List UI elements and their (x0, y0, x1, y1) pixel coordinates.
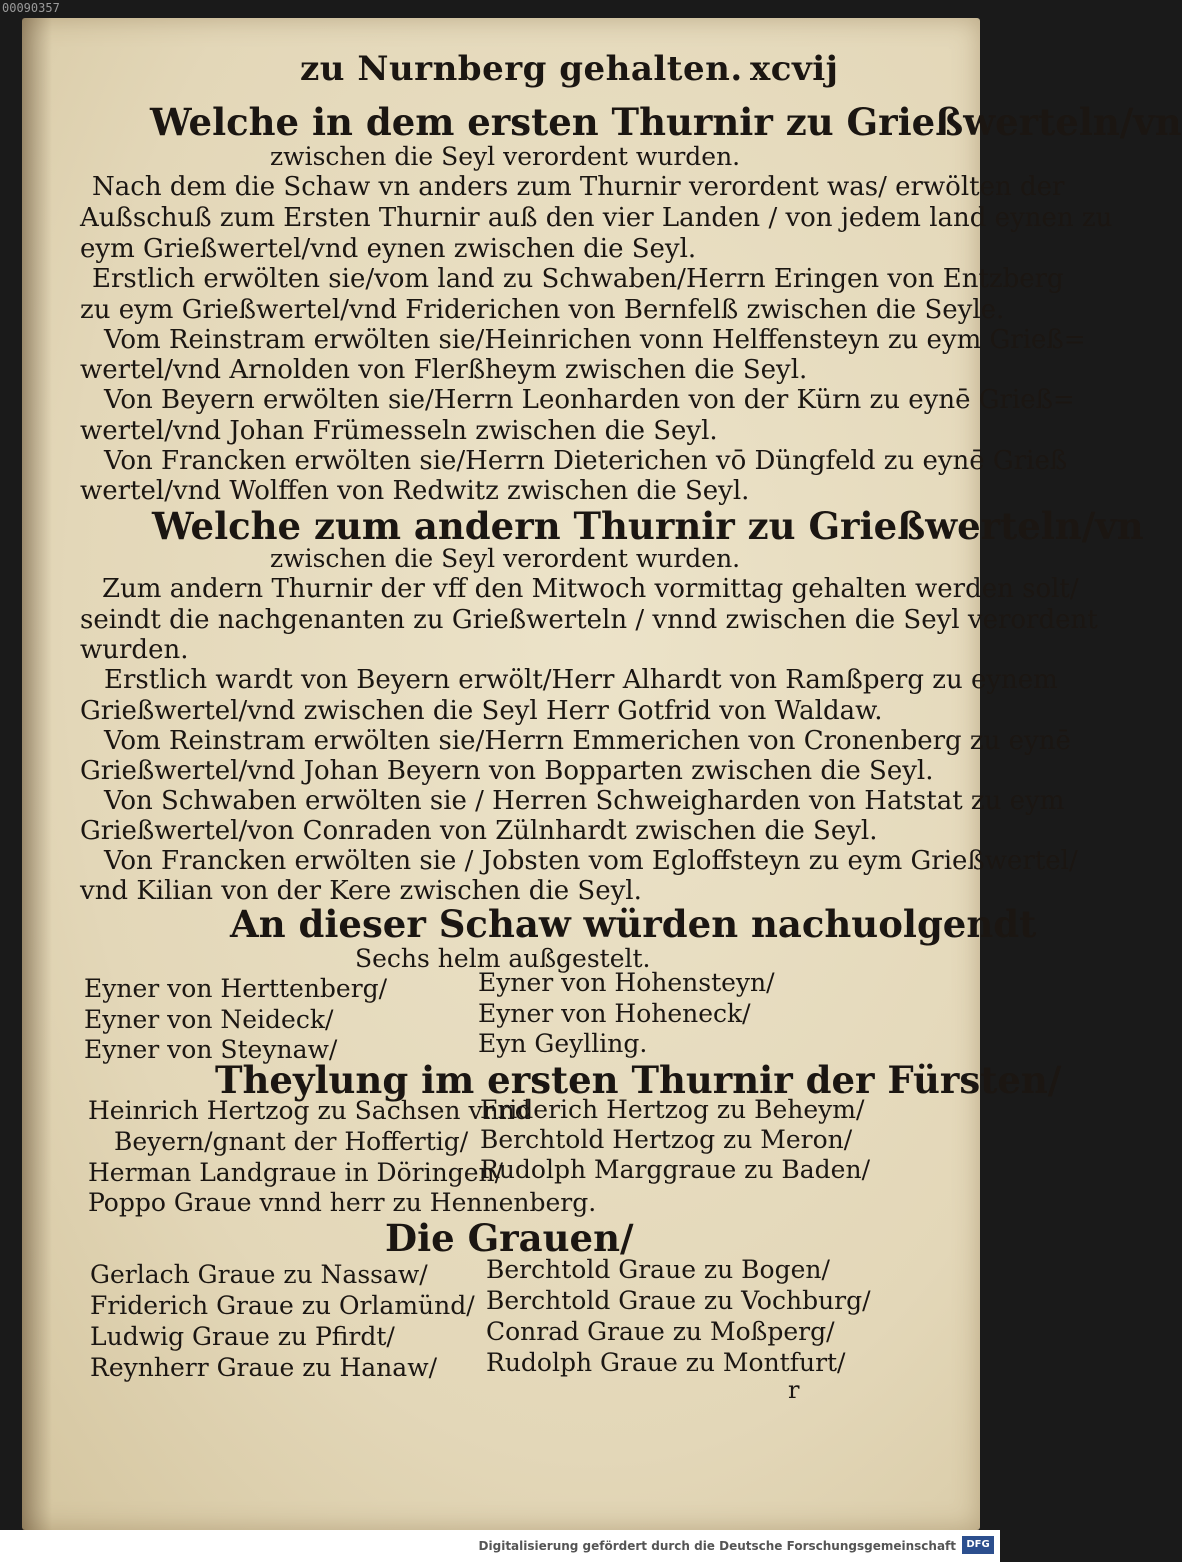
list-item-full: Poppo Graue vnnd herr zu Hennenberg. (88, 1188, 597, 1217)
text-line: Zum andern Thurnir der vff den Mitwoch vormittag gehalten werden solt/ (102, 574, 1079, 604)
list-item-right: Rudolph Graue zu Montfurt/ (486, 1348, 846, 1377)
text-line: vnd Kilian von der Kere zwischen die Seyl. (80, 876, 642, 906)
folio-number: xcvij (750, 49, 839, 89)
text-line: Erstlich erwölten sie/vom land zu Schwaben/Herrn Eringen von Entzberg (92, 264, 1064, 294)
text-line: seindt die nachgenanten zu Grießwerteln / vnnd zwischen die Seyl verordent (80, 605, 1098, 635)
list-item-left: Heinrich Hertzog zu Sachsen vnnd (88, 1096, 531, 1125)
text-line: Grießwertel/vnd Johan Beyern von Bopparten zwischen die Seyl. (80, 756, 934, 786)
scan-id: 00090357 (2, 1, 60, 15)
footer-credit: Digitalisierung gefördert durch die Deutsche Forschungsgemeinschaft (478, 1539, 956, 1553)
text-line: Vom Reinstram erwölten sie/Heinrichen vonn Helffensteyn zu eym Grieß= (104, 325, 1086, 355)
text-line: Erstlich wardt von Beyern erwölt/Herr Alhardt von Ramßperg zu eynem (104, 665, 1058, 695)
section2-heading: Welche zum andern Thurnir zu Grießwerteln/vn (152, 504, 1144, 548)
text-line: Grießwertel/von Conraden von Zülnhardt zwischen die Seyl. (80, 816, 878, 846)
text-line: Nach dem die Schaw vn anders zum Thurnir verordent was/ erwölten der (92, 172, 1065, 202)
text-line: Vom Reinstram erwölten sie/Herrn Emmerichen von Cronenberg zu eynē (104, 726, 1071, 756)
list-item-right: Eyner von Hohensteyn/ (478, 968, 775, 997)
list-item-right: Eyner von Hoheneck/ (478, 999, 751, 1028)
text-line: eym Grießwertel/vnd eynen zwischen die Seyl. (80, 234, 697, 264)
list-item-right: Friderich Hertzog zu Beheym/ (480, 1095, 865, 1124)
text-line: Von Francken erwölten sie / Jobsten vom Egloffsteyn zu eym Grießwertel/ (104, 846, 1078, 876)
text-line: Außschuß zum Ersten Thurnir auß den vier Landen / von jedem land eynen zu (80, 203, 1113, 233)
text-line: Grießwertel/vnd zwischen die Seyl Herr Gotfrid von Waldaw. (80, 696, 883, 726)
footer-bar (0, 1530, 1000, 1562)
section3-heading: An dieser Schaw würden nachuolgendt (230, 902, 1037, 946)
list-item-left: Reynherr Graue zu Hanaw/ (90, 1353, 438, 1382)
list-item-left: Ludwig Graue zu Pfirdt/ (90, 1322, 395, 1351)
section3-subheading: Sechs helm außgestelt. (355, 944, 651, 973)
list-item-right: Rudolph Marggraue zu Baden/ (480, 1155, 871, 1184)
list-item-left: Beyern/gnant der Hoffertig/ (114, 1127, 469, 1156)
text-line: wertel/vnd Arnolden von Flerßheym zwischen die Seyl. (80, 355, 808, 385)
list-item-right: Berchtold Hertzog zu Meron/ (480, 1125, 853, 1154)
section4-heading: Theylung im ersten Thurnir der Fürsten/ (215, 1058, 1062, 1102)
text-line: wertel/vnd Johan Frümesseln zwischen die Seyl. (80, 416, 718, 446)
page-gutter-shadow (22, 18, 52, 1530)
list-item-left: Eyner von Neideck/ (84, 1005, 334, 1034)
signature-mark: r (788, 1376, 800, 1404)
text-line: wurden. (80, 635, 189, 665)
text-line: Von Schwaben erwölten sie / Herren Schweigharden von Hatstat zu eym (104, 786, 1065, 816)
list-item-left: Friderich Graue zu Orlamünd/ (90, 1291, 475, 1320)
section5-heading: Die Grauen/ (385, 1216, 634, 1260)
list-item-right: Berchtold Graue zu Vochburg/ (486, 1286, 871, 1315)
text-line: wertel/vnd Wolffen von Redwitz zwischen die Seyl. (80, 476, 750, 506)
list-item-right: Berchtold Graue zu Bogen/ (486, 1255, 830, 1284)
list-item-left: Gerlach Graue zu Nassaw/ (90, 1260, 428, 1289)
running-title: zu Nurnberg gehalten. (300, 49, 743, 89)
list-item-left: Eyner von Steynaw/ (84, 1035, 338, 1064)
text-line: Von Beyern erwölten sie/Herrn Leonharden von der Kürn zu eynē Grieß= (104, 385, 1075, 415)
dfg-logo-icon: DFG (962, 1536, 994, 1554)
text-line: Von Francken erwölten sie/Herrn Dieterichen vō Düngfeld zu eynē Grieß (104, 446, 1068, 476)
list-item-left: Eyner von Herttenberg/ (84, 974, 388, 1003)
text-line: zu eym Grießwertel/vnd Friderichen von Bernfelß zwischen die Seyle. (80, 295, 1005, 325)
section2-subheading: zwischen die Seyl verordent wurden. (270, 544, 741, 573)
list-item-right: Eyn Geylling. (478, 1029, 648, 1058)
list-item-left: Herman Landgraue in Döringen/ (88, 1158, 504, 1187)
list-item-right: Conrad Graue zu Moßperg/ (486, 1317, 835, 1346)
section1-heading: Welche in dem ersten Thurnir zu Grießwerteln/vn (150, 100, 1182, 144)
section1-subheading: zwischen die Seyl verordent wurden. (270, 142, 741, 171)
